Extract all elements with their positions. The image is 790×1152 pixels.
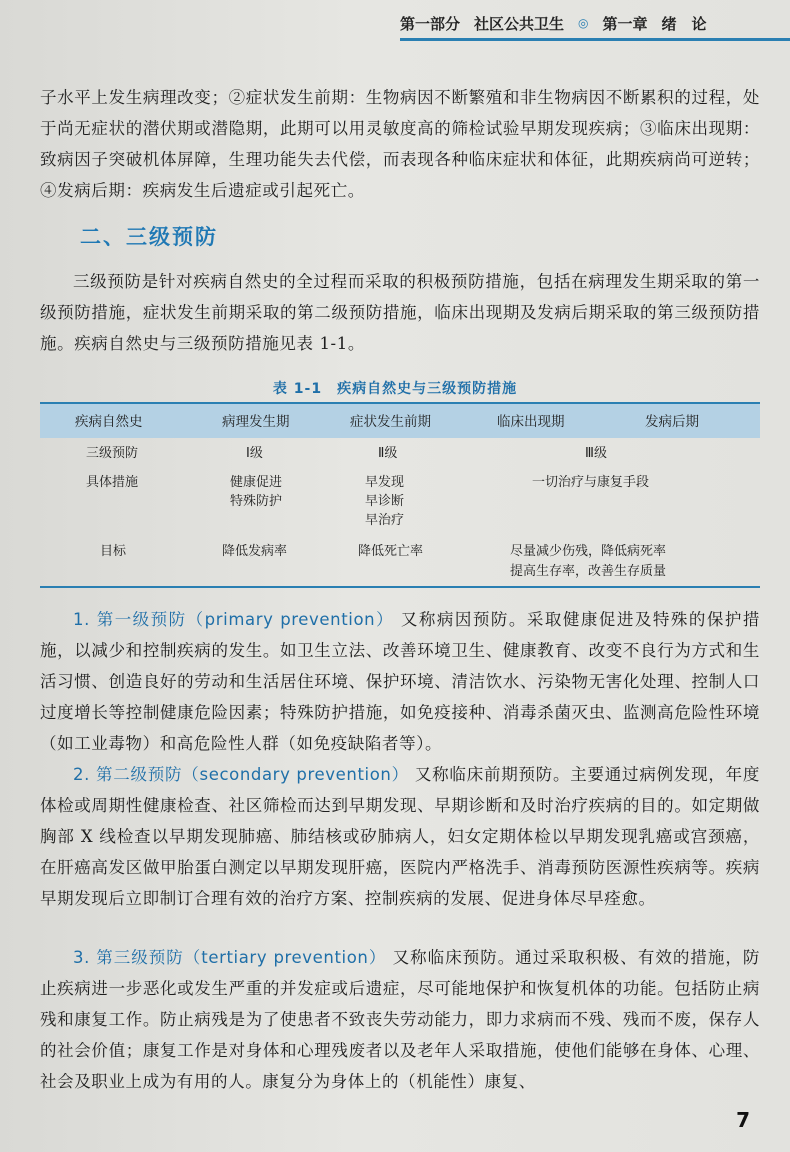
item-tertiary-prevention (40, 942, 760, 1097)
header-chapter-title: 绪 论 (661, 14, 707, 33)
paragraph-three-level: 三级预防是针对疾病自然史的全过程而采取的积极预防措施，包括在病理发生期采取的第一级预防措施，症状发生前期采取的第二级预防措施，临床出现期及发病后期采取的第三级预防措施。疾病自然史与三级预防措施见表 1-1。 (40, 272, 760, 353)
measure-first-item: 特殊防护 (230, 494, 283, 509)
section-title: 二、三级预防 (80, 225, 218, 249)
measure-second-item: 早治疗 (365, 513, 405, 528)
table-header-cell: 发病后期 (645, 414, 699, 430)
table-caption: 表 1-1 疾病自然史与三级预防措施 (272, 381, 518, 397)
item-lead: 3. 第三级预防（tertiary prevention） (73, 948, 387, 967)
header-part: 第一部分 (400, 14, 461, 33)
header-separator-icon: ◎ (578, 16, 589, 30)
goal-third-line: 尽量减少伤残，降低病死率 (510, 544, 667, 559)
measure-first-item: 健康促进 (230, 475, 283, 490)
table-bottom-rule (40, 586, 760, 588)
item-lead: 1. 第一级预防（primary prevention） (73, 610, 395, 629)
header-rule (400, 38, 790, 41)
table-header-cell: 病理发生期 (222, 414, 290, 430)
goal-third-line: 提高生存率，改善生存质量 (510, 564, 667, 579)
item-text: 又称临床预防。通过采取积极、有效的措施，防止疾病进一步恶化或发生严重的并发症或后遗症，尽可能地保护和恢复机体的功能。包括防止病残和康复工作。防止病残是为了使患者不致丧失劳动能力，即力求病而不残、残而不废，保存人的社会价值；康复工作是对身体和心理残废者以及老年人采取措施，使他们能够在身体、心理、社会及职业上成为有用的人。康复分为身体上的（机能性）康复、 (40, 948, 760, 1091)
row-label-measures: 具体措施 (86, 475, 139, 490)
page-number: 7 (736, 1108, 750, 1132)
table-header-cell: 临床出现期 (497, 414, 565, 430)
level-second: Ⅱ级 (378, 446, 398, 461)
table-header-cell: 疾病自然史 (75, 414, 143, 430)
row-label-goal: 目标 (100, 544, 127, 559)
goal-second: 降低死亡率 (358, 544, 424, 559)
running-header (400, 8, 790, 38)
header-chapter: 第一章 (602, 14, 648, 33)
paragraph-natural-history: 子水平上发生病理改变；②症状发生前期：生物病因不断繁殖和非生物病因不断累积的过程，处于尚无症状的潜伏期或潜隐期，此期可以用灵敏度高的筛检试验早期发现疾病；③临床出现期：致病因子突破机体屏障，生理功能失去代偿，而表现各种临床症状和体征，此期疾病尚可逆转；④发病后期：疾病发生后遗症或引起死亡。 (40, 88, 760, 200)
measure-second-item: 早诊断 (365, 494, 405, 509)
level-third: Ⅲ级 (585, 446, 607, 461)
item-secondary-prevention (40, 759, 760, 914)
table-header-cell: 症状发生前期 (350, 414, 431, 430)
row-label-level: 三级预防 (86, 446, 139, 461)
goal-first: 降低发病率 (222, 544, 288, 559)
item-text: 又称病因预防。采取健康促进及特殊的保护措施，以减少和控制疾病的发生。如卫生立法、改善环境卫生、健康教育、改变不良行为方式和生活习惯、创造良好的劳动和生活居住环境、保护环境、清洁饮水、污染物无害化处理、控制人口过度增长等控制健康危险因素；特殊防护措施，如免疫接种、消毒杀菌灭虫、监测高危险性环境（如工业毒物）和高危险性人群（如免疫缺陷者等）。 (40, 610, 760, 753)
item-lead: 2. 第二级预防（secondary prevention） (73, 765, 409, 784)
item-text: 又称临床前期预防。主要通过病例发现，年度体检或周期性健康检查、社区筛检而达到早期发现、早期诊断和及时治疗疾病的目的。如定期做胸部 X 线检查以早期发现肺癌、肺结核或矽肺病人，妇女定期体检以早期发现乳癌或宫颈癌，在肝癌高发区做甲胎蛋白测定以早期发现肝癌，医院内严格洗手、消毒预防医源性疾病等。疾病早期发现后立即制订合理有效的治疗方案、控制疾病的发展、促进身体尽早痊愈。 (40, 765, 760, 908)
measure-second-item: 早发现 (365, 475, 405, 490)
item-primary-prevention (40, 604, 760, 759)
level-first: Ⅰ级 (246, 446, 263, 461)
header-part-title: 社区公共卫生 (474, 14, 565, 33)
measure-third: 一切治疗与康复手段 (532, 475, 650, 490)
